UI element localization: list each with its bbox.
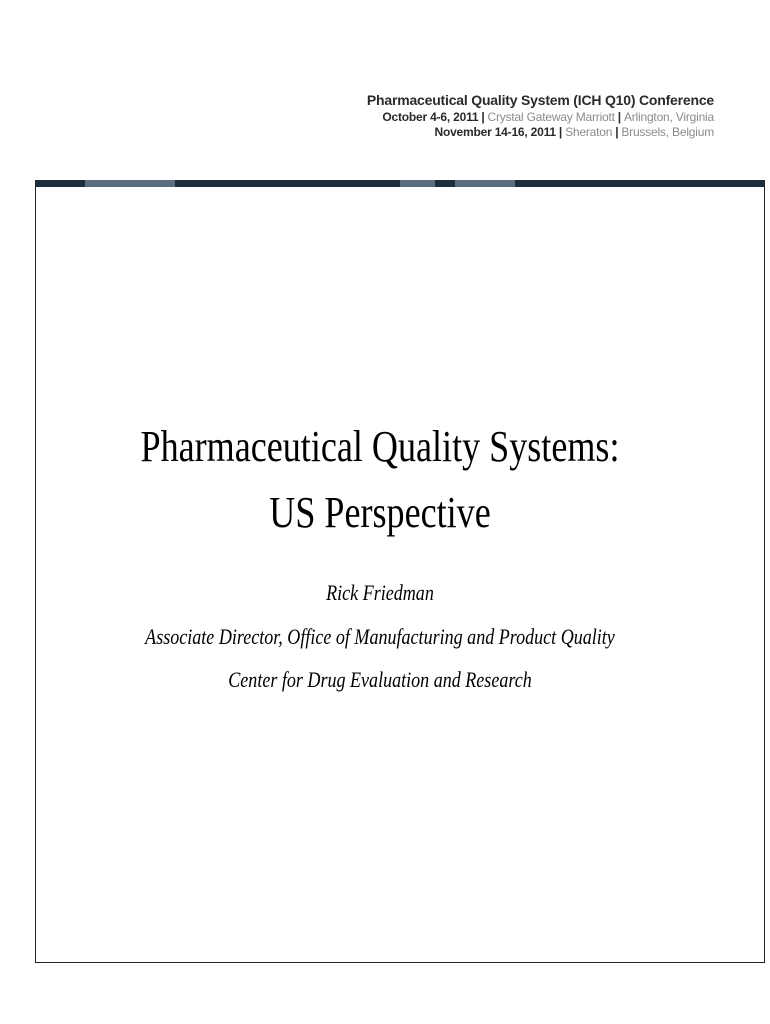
separator: | (558, 124, 563, 139)
conference-city-1: Arlington, Virginia (623, 109, 714, 124)
slide-title-line-2: US Perspective (269, 488, 491, 537)
slide-top-bar (35, 180, 765, 187)
presenter-name: Rick Friedman (326, 580, 434, 605)
separator: | (481, 109, 485, 124)
conference-date-2: November 14-16, 2011 (434, 124, 556, 139)
bar-accent (455, 180, 515, 187)
separator: | (615, 124, 619, 139)
presenter-organization: Center for Drug Evaluation and Research (228, 667, 532, 692)
conference-title: Pharmaceutical Quality System (ICH Q10) Conference (366, 92, 714, 108)
separator: | (617, 109, 621, 124)
bar-accent (400, 180, 435, 187)
slide-title-line-1: Pharmaceutical Quality Systems: (140, 422, 620, 471)
bar-accent (85, 180, 175, 187)
conference-date-1: October 4-6, 2011 (382, 109, 479, 124)
presenter-role: Associate Director, Office of Manufacturing and Product Quality (145, 624, 615, 649)
conference-header (367, 92, 714, 140)
slide-title (68, 414, 691, 546)
conference-city-2: Brussels, Belgium (621, 124, 714, 139)
conference-venue-2: Sheraton (565, 124, 613, 139)
conference-venue-1: Crystal Gateway Marriott (487, 109, 615, 124)
conference-line-2 (367, 125, 714, 140)
conference-line-1 (367, 110, 714, 125)
slide-frame (35, 187, 765, 963)
